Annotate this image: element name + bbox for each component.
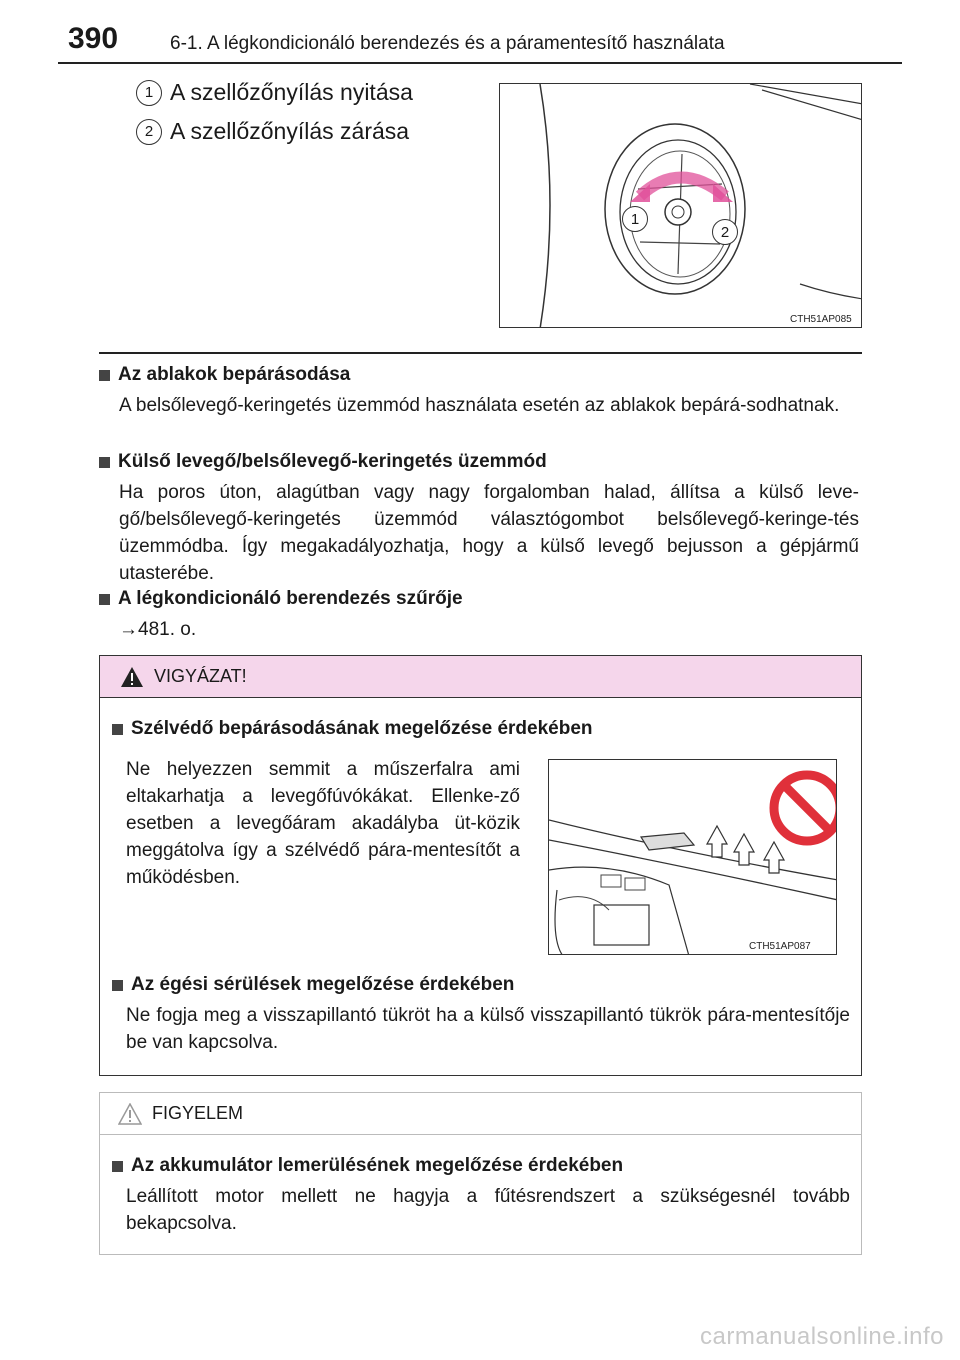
notice-header	[100, 1093, 861, 1135]
warning-item-body: Ne helyezzen semmit a műszerfalra ami eltakarhatja a levegőfúvókákat. Ellenke-ző esetben a levegőáram akadályba üt-közik meggátolva így a szélvédő pára-mentesítőt a működésben.	[126, 759, 520, 888]
warning-header	[100, 656, 861, 698]
warning-item-title: Szélvédő bepárásodásának megelőzése érdekében	[112, 718, 593, 740]
vent-drawing	[500, 84, 862, 328]
notice-item-title: Az akkumulátor lemerülésének megelőzése érdekében	[112, 1155, 623, 1177]
notice-box	[99, 1092, 862, 1255]
section-body: A belsőlevegő-keringetés üzemmód használata esetén az ablakok bepárá-sodhatnak.	[119, 395, 840, 416]
section-title: Az ablakok bepárásodása	[118, 364, 351, 385]
notice-item-body: Leállított motor mellett ne hagyja a fűtésrendszert a szükségesnél tovább bekapcsolva.	[126, 1186, 850, 1234]
dashboard-illustration	[548, 759, 837, 955]
bullet-square-icon	[99, 370, 110, 381]
bullet-square-icon	[112, 724, 123, 735]
step-label-close: A szellőzőnyílás zárása	[170, 118, 410, 144]
section-divider	[99, 352, 862, 354]
bullet-square-icon	[112, 1161, 123, 1172]
page-number: 390	[68, 22, 119, 55]
figure-code: CTH51AP085	[790, 314, 852, 325]
figure-code: CTH51AP087	[749, 941, 811, 952]
dashboard-drawing	[549, 760, 837, 955]
header-rule	[58, 62, 902, 64]
step-open-vent	[136, 79, 413, 106]
warning-item-body: Ne fogja meg a visszapillantó tükröt ha a külső visszapillantó tükrök pára-mentesítője be van kapcsolva.	[126, 1005, 850, 1053]
bullet-square-icon	[99, 594, 110, 605]
page-reference-link[interactable]: →481. o.	[119, 619, 197, 640]
step-close-vent	[136, 118, 409, 145]
section-body: Ha poros úton, alagútban vagy nagy forgalomban halad, állítsa a külső leve-gő/belsőlevegő-keringetés üzemmód választógombot belsőlevegő-keringe-tés üzemmódba. Így megakadályozhatja, hogy a külső levegő bejusson a gépjármű utasterébe.	[119, 482, 859, 584]
caution-triangle-icon	[118, 1103, 142, 1125]
section-air-mode	[99, 451, 859, 587]
chapter-title: 6-1. A légkondicionáló berendezés és a páramentesítő használata	[170, 33, 725, 54]
step-number-1: 1	[136, 80, 162, 106]
warning-item-title: Az égési sérülések megelőzése érdekében	[112, 974, 514, 996]
figure-marker-1: 1	[622, 206, 648, 232]
bullet-square-icon	[112, 980, 123, 991]
section-title: Külső levegő/belsőlevegő-keringetés üzemmód	[118, 451, 547, 472]
figure-marker-2: 2	[712, 219, 738, 245]
watermark: carmanualsonline.info	[700, 1323, 944, 1350]
warning-box	[99, 655, 862, 1076]
bullet-square-icon	[99, 457, 110, 468]
warning-label: VIGYÁZAT!	[154, 666, 247, 686]
vent-illustration	[499, 83, 862, 328]
notice-label: FIGYELEM	[152, 1103, 244, 1123]
step-label-open: A szellőzőnyílás nyitása	[170, 79, 413, 105]
section-title: A légkondicionáló berendezés szűrője	[118, 588, 463, 609]
warning-triangle-icon	[120, 666, 144, 688]
section-filter	[99, 588, 859, 643]
step-number-2: 2	[136, 119, 162, 145]
section-window-fog	[99, 364, 859, 419]
